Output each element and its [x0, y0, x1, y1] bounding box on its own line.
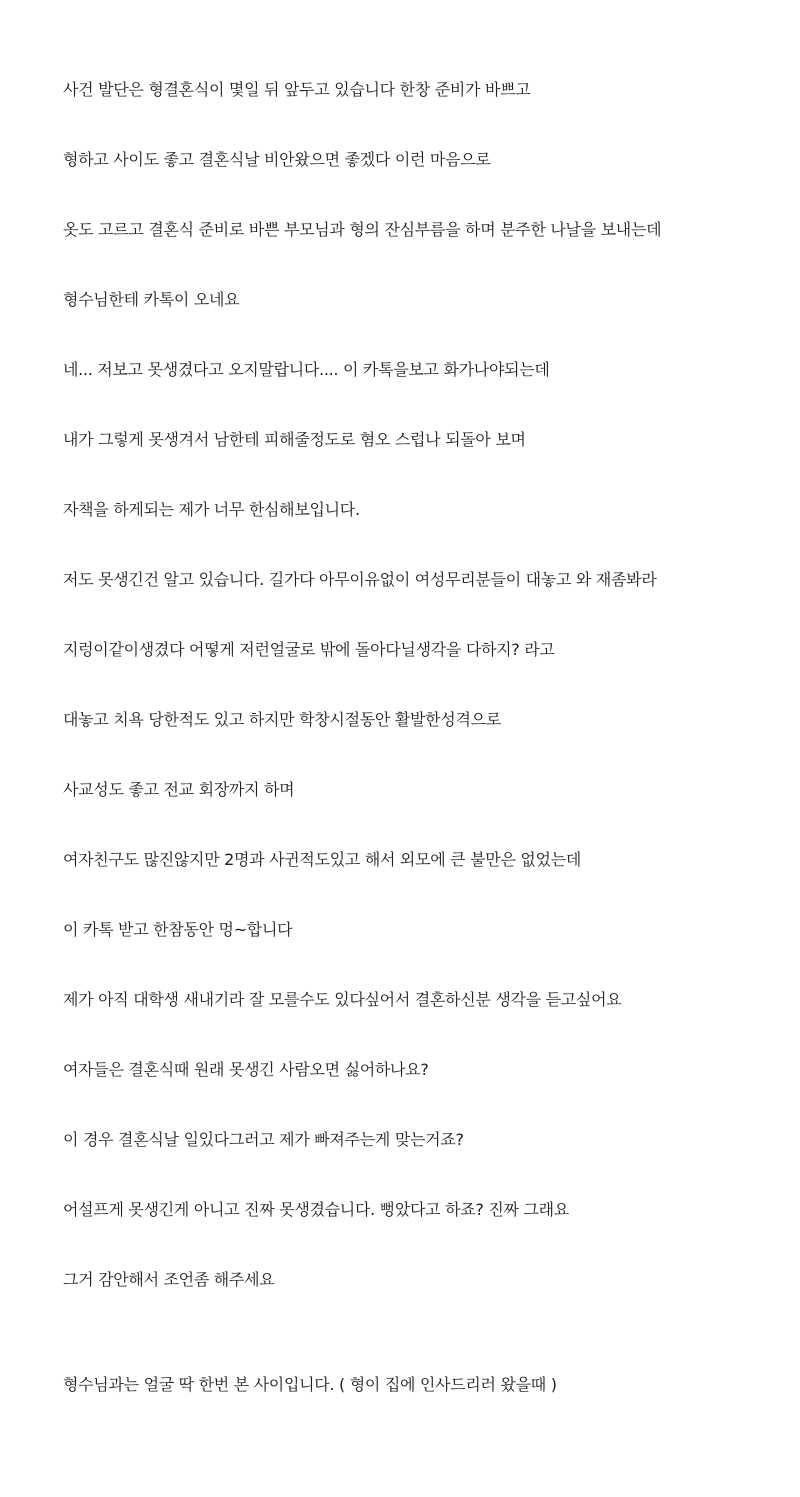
post-line: 사건 발단은 형결혼식이 몇일 뒤 앞두고 있습니다 한창 준비가 바쁘고	[63, 80, 531, 99]
post-body	[63, 72, 783, 1437]
post-line: 대놓고 치욕 당한적도 있고 하지만 학창시절동안 활발한성격으로	[63, 710, 501, 729]
paragraph-gap	[63, 1332, 783, 1367]
post-line: 지렁이같이생겼다 어떻게 저런얼굴로 밖에 돌아다닐생각을 다하지? 라고	[63, 640, 555, 659]
post-line: 여자친구도 많진않지만 2명과 사귄적도있고 해서 외모에 큰 불만은 없었는데	[63, 850, 582, 869]
post-line: 자책을 하게되는 제가 너무 한심해보입니다.	[63, 500, 360, 519]
post-line: 어설프게 못생긴게 아니고 진짜 못생겼습니다. 뻥았다고 하죠? 진짜 그래요	[63, 1200, 569, 1219]
post-line: 형하고 사이도 좋고 결혼식날 비안왔으면 좋겠다 이런 마음으로	[63, 150, 491, 169]
post-line: 제가 아직 대학생 새내기라 잘 모를수도 있다싶어서 결혼하신분 생각을 듣고싶어요	[63, 990, 622, 1009]
post-line: 옷도 고르고 결혼식 준비로 바쁜 부모님과 형의 잔심부름을 하며 분주한 나날을 보내는데	[63, 220, 662, 239]
post-line: 그거 감안해서 조언좀 해주세요	[63, 1270, 275, 1289]
post-line: 네... 저보고 못생겼다고 오지말랍니다.... 이 카톡을보고 화가나야되는데	[63, 360, 550, 379]
post-line: 저도 못생긴건 알고 있습니다. 길가다 아무이유없이 여성무리분들이 대놓고 와 재좀봐라	[63, 570, 657, 589]
post-line: 내가 그렇게 못생겨서 남한테 피해줄정도로 혐오 스럽나 되돌아 보며	[63, 430, 526, 449]
post-line: 사교성도 좋고 전교 회장까지 하며	[63, 780, 295, 799]
post-line: 이 카톡 받고 한참동안 멍~합니다	[63, 920, 293, 939]
post-line: 형수님한테 카톡이 오네요	[63, 290, 240, 309]
post-line: 여자들은 결혼식때 원래 못생긴 사람오면 싫어하나요?	[63, 1060, 429, 1079]
post-line: 이 경우 결혼식날 일있다그러고 제가 빠져주는게 맞는거죠?	[63, 1130, 464, 1149]
post-postscript: 형수님과는 얼굴 딱 한번 본 사이입니다. ( 형이 집에 인사드리러 왔을때 )	[63, 1375, 557, 1394]
